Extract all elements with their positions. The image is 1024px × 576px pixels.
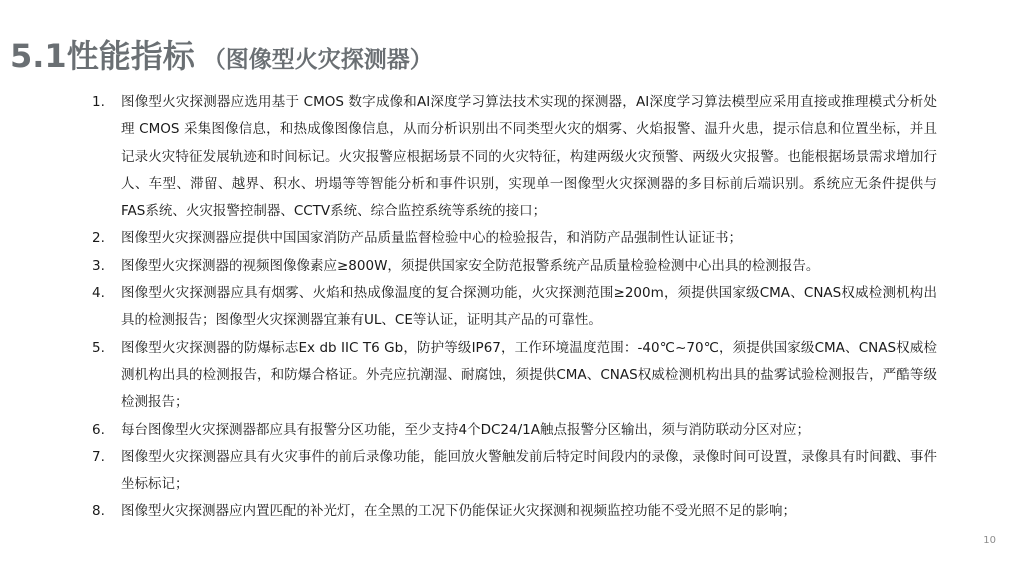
requirements-list <box>92 89 937 526</box>
list-item <box>92 335 937 417</box>
item-text: 图像型火灾探测器的防爆标志Ex db IIC T6 Gb，防护等级IP67，工作环境温度范围：-40℃~70℃，须提供国家级CMA、CNAS权威检测机构出具的检测报告，和防爆合格证。外壳应抗潮湿、耐腐蚀，须提供CMA、CNAS权威检测机构出具的盐雾试验检测报告，严酷等级检测报告； <box>121 339 937 411</box>
title-main: 5.1性能指标 <box>10 37 195 75</box>
list-item <box>92 280 937 335</box>
list-item <box>92 89 937 225</box>
list-item <box>92 444 937 499</box>
item-text: 图像型火灾探测器应具有火灾事件的前后录像功能，能回放火警触发前后特定时间段内的录像，录像时间可设置，录像具有时间戳、事件坐标标记； <box>121 448 937 493</box>
list-item <box>92 498 937 525</box>
slide-title <box>10 32 433 80</box>
list-item <box>92 253 937 280</box>
item-text: 每台图像型火灾探测器都应具有报警分区功能，至少支持4个DC24/1A触点报警分区输出，须与消防联动分区对应； <box>121 421 810 438</box>
item-text: 图像型火灾探测器应提供中国国家消防产品质量监督检验中心的检验报告，和消防产品强制性认证证书； <box>121 230 742 247</box>
item-number: 2. <box>92 230 105 247</box>
title-subtitle: （图像型火灾探测器） <box>202 47 433 73</box>
list-item <box>92 225 937 252</box>
item-text: 图像型火灾探测器的视频图像像素应≥800W，须提供国家安全防范报警系统产品质量检验检测中心出具的检测报告。 <box>121 257 820 274</box>
page-number: 10 <box>983 535 996 546</box>
item-number: 3. <box>92 257 105 274</box>
item-number: 8. <box>92 503 105 520</box>
item-text: 图像型火灾探测器应选用基于 CMOS 数字成像和AI深度学习算法技术实现的探测器，AI深度学习算法模型应采用直接或推理模式分析处理 CMOS 采集图像信息，和热成像图像信息，从而分析识别出不同类型火灾的烟雾、火焰报警、温升火患，提示信息和位置坐标，并且记录火灾特征发展轨迹和时间标记。火灾报警应根据场景不同的火灾特征，构建两级火灾预警、两级火灾报警。也能根据场景需求增加行人、车型、滞留、越界、积水、坍塌等等智能分析和事件识别，实现单一图像型火灾探测器的多目标前后端识别。系统应无条件提供与FAS系统、火灾报警控制器、CCTV系统、综合监控系统等系统的接口； <box>121 94 937 220</box>
item-text: 图像型火灾探测器应内置匹配的补光灯，在全黑的工况下仍能保证火灾探测和视频监控功能不受光照不足的影响； <box>121 503 796 520</box>
item-number: 5. <box>92 339 105 356</box>
list-item <box>92 417 937 444</box>
item-number: 4. <box>92 285 105 302</box>
item-text: 图像型火灾探测器应具有烟雾、火焰和热成像温度的复合探测功能，火灾探测范围≥200m，须提供国家级CMA、CNAS权威检测机构出具的检测报告；图像型火灾探测器宜兼有UL、CE等认证，证明其产品的可靠性。 <box>121 285 937 329</box>
item-number: 1. <box>92 94 105 110</box>
item-number: 7. <box>92 448 105 465</box>
item-number: 6. <box>92 421 105 438</box>
